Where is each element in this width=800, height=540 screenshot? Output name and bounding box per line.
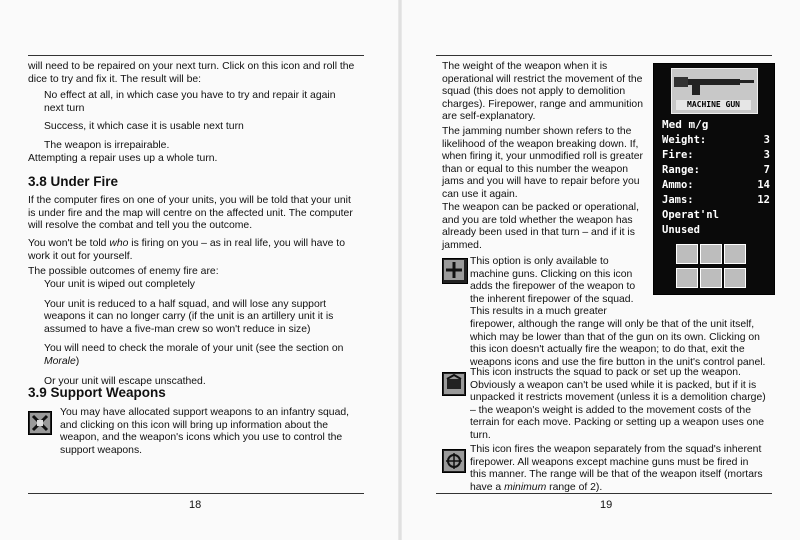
combine-fire-para-body	[470, 319, 775, 369]
pack-button[interactable]	[700, 244, 722, 264]
stat-value: 14	[757, 179, 770, 191]
para-line: support weapons.	[60, 444, 143, 456]
combine-fire-icon[interactable]	[442, 258, 468, 284]
weapon-title: Med m/g	[662, 118, 709, 131]
para-line: The jamming number shown refers to the	[442, 126, 632, 137]
text-span: )	[75, 355, 80, 367]
right-para-2	[442, 126, 652, 202]
para-line: adds the firepower of the weapon to	[470, 281, 636, 293]
support-weapons-para	[60, 407, 365, 457]
stat-row	[662, 164, 770, 176]
bottom-rule-right	[436, 493, 772, 494]
outcome-item: Or your unit will escape unscathed.	[44, 375, 206, 387]
stat-value: 7	[763, 164, 770, 176]
stat-row	[662, 194, 770, 206]
para-line: jammed.	[442, 239, 482, 251]
section-heading-3-8: 3.8 Under Fire	[28, 174, 119, 189]
page-number-left: 18	[189, 499, 202, 511]
outcome-item: Your unit is wiped out completely	[44, 279, 195, 290]
page-number-right: 19	[600, 499, 613, 511]
para-line: machine guns. Clicking on this icon	[470, 268, 633, 280]
stat-value: 3	[763, 134, 770, 146]
fire-button[interactable]	[724, 244, 746, 264]
outcome-item-cont: assumed to have a five-man crew so won't reduce in size)	[44, 323, 311, 335]
para-line: this icon doesn't actually fire the weapon; to do that, exit the	[470, 344, 745, 356]
right-para-3	[442, 202, 652, 252]
para-line: This icon fires the weapon separately from the squad's inherent	[470, 444, 762, 455]
result-item: No effect at all, in which case you have to try and repair it again	[44, 90, 336, 101]
stat-row	[662, 209, 770, 221]
right-para-1	[442, 61, 652, 124]
text-span: have a	[470, 481, 505, 493]
para-line: and clicking on this icon will bring up information about the	[60, 419, 329, 431]
para-line: firepower. All weapons except machine guns must be fired in	[470, 456, 749, 468]
stat-name: Unused	[662, 224, 700, 236]
weapon-info-panel	[653, 63, 775, 295]
stat-name: Range:	[662, 164, 700, 176]
result-item-cont: next turn	[44, 102, 85, 114]
pack-setup-para	[470, 367, 775, 443]
para-line	[28, 238, 373, 251]
outcomes-intro: The possible outcomes of enemy fire are:	[28, 266, 219, 277]
weapon-button-grid	[676, 244, 748, 290]
stat-row	[662, 149, 770, 161]
emphasis: minimum	[504, 481, 547, 493]
para-line: weapons icons and use the fire button in the unit's control panel.	[470, 356, 766, 368]
para-line: squad (this does not apply to demolition	[442, 86, 626, 98]
combine-fire-para-head	[470, 256, 660, 319]
stat-name: Operat'nl	[662, 209, 719, 221]
text-span: You will need to check the morale of your unit (see the section on	[44, 343, 344, 355]
intro-line-2: dice to try and fix it. The result will be:	[28, 73, 202, 85]
stat-name: Fire:	[662, 149, 694, 161]
bottom-rule-left	[28, 493, 364, 494]
para-line: likelihood of the weapon breaking down. If,	[442, 138, 639, 150]
swap-button[interactable]	[700, 268, 722, 288]
para-line: are self-explanatory.	[442, 111, 536, 123]
para-line: This icon instructs the squad to pack or set up the weapon.	[470, 367, 741, 378]
emphasis: who	[109, 238, 129, 249]
stat-value: 3	[763, 149, 770, 161]
outcome-item	[44, 343, 364, 356]
para-line: already been used in that turn – and if it is	[442, 227, 635, 239]
repair-note: Attempting a repair uses up a whole turn.	[28, 153, 218, 164]
stat-name: Ammo:	[662, 179, 694, 191]
para-line: – the weapon's weight is added to the movement costs of the	[470, 404, 751, 416]
outcomes-list	[44, 279, 364, 388]
para-line: than or equal to this number the weapon	[442, 163, 629, 175]
top-rule-left	[28, 55, 364, 56]
stat-value: 12	[757, 194, 770, 206]
results-list	[44, 90, 364, 152]
text-span: You won't be told	[28, 238, 110, 249]
para-line: can use it again.	[442, 188, 518, 200]
para-line: turn.	[470, 429, 491, 441]
top-rule-right	[436, 55, 772, 56]
para-line: weapon, and the weapon's icons which you use to control the	[60, 432, 343, 444]
para-line: The weapon can be packed or operational,	[442, 202, 639, 213]
result-item: Success, it which case it is usable next turn	[44, 121, 244, 133]
machine-gun-icon	[672, 69, 757, 99]
support-weapon-icon[interactable]	[28, 411, 52, 435]
stat-name: Jams:	[662, 194, 694, 206]
stat-row	[662, 134, 770, 146]
para-line: firepower, although the range will only be that of the unit itself,	[470, 319, 755, 330]
fire-weapon-icon[interactable]	[442, 449, 466, 473]
para-line: The weight of the weapon when it is	[442, 61, 608, 72]
para-line: will resolve the combat and tell you the outcome.	[28, 220, 253, 232]
para-line: is under fire and the map will centre on the affected unit. The computer	[28, 207, 353, 219]
pack-setup-icon[interactable]	[442, 372, 466, 396]
result-item: The weapon is irrepairable.	[44, 139, 170, 151]
emphasis: Morale	[44, 355, 76, 367]
para-line: Obviously a weapon can't be used while it is packed, but if it is	[470, 379, 757, 391]
para-line: unpacked it restricts movement (unless it is a demolition charge)	[470, 392, 766, 404]
fire-weapon-para	[470, 444, 775, 494]
para-line: which may be lower than that of the gun on its own. Clicking on	[470, 331, 760, 343]
combine-fire-button[interactable]	[676, 244, 698, 264]
under-fire-para-2	[28, 238, 373, 263]
para-line: terrain for each move. Packing or setting up a weapon uses one	[470, 417, 764, 429]
intro-line-1: will need to be repaired on your next turn. Click on this icon and roll the	[28, 61, 355, 72]
para-line: operational will restrict the movement of the	[442, 73, 643, 85]
outcome-item-cont	[44, 356, 364, 369]
outcome-item-cont: weapons it can no longer carry (if the unit is an artillery unit it is	[44, 311, 334, 323]
para-line: work it out for yourself.	[28, 250, 133, 262]
para-line: This option is only available to	[470, 256, 609, 267]
stat-row	[662, 224, 770, 236]
repair-button[interactable]	[676, 268, 698, 288]
text-span: range of 2).	[546, 481, 603, 493]
exit-button[interactable]	[724, 268, 746, 288]
stat-row	[662, 179, 770, 191]
stat-name: Weight:	[662, 134, 707, 146]
para-line: the inherent firepower of the squad.	[470, 293, 634, 305]
text-span: is firing on you – as in real life, you will have to	[128, 238, 345, 249]
weapon-label: MACHINE GUN	[676, 100, 751, 110]
outcome-item: Your unit is reduced to a half squad, and will lose any support	[44, 298, 327, 310]
para-line: This results in a much greater	[470, 306, 607, 318]
para-line: If the computer fires on one of your units, you will be told that your unit	[28, 195, 351, 206]
intro-text	[28, 61, 373, 86]
para-line: when firing it, your unmodified roll is greater	[442, 151, 643, 163]
para-line: and you are told whether the weapon has	[442, 214, 633, 226]
para-line: You may have allocated support weapons to an infantry squad,	[60, 407, 350, 418]
under-fire-para-1	[28, 195, 373, 233]
para-line: jams and you will have to repair before you	[442, 176, 640, 188]
section-heading-3-9: 3.9 Support Weapons	[28, 385, 166, 400]
para-line: charges). Firepower, range and ammunition	[442, 98, 643, 110]
para-line: this manner. The range will be that of the weapon itself (mortars	[470, 469, 763, 481]
page-gutter	[398, 0, 402, 540]
